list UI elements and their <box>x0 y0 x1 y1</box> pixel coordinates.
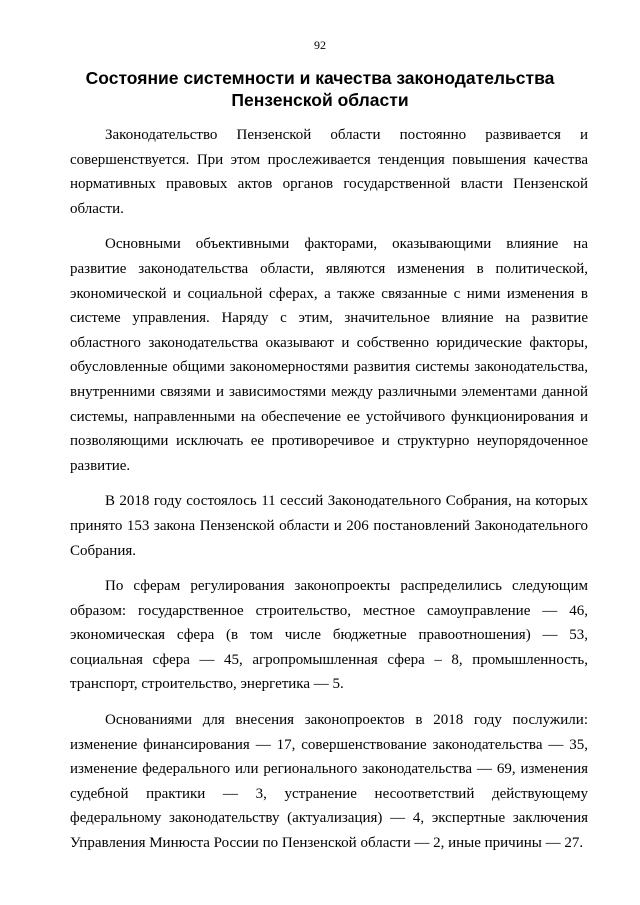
section-title <box>60 67 580 111</box>
document-body <box>70 123 588 867</box>
page-number: 92 <box>314 38 326 52</box>
paragraph-sessions-2018: В 2018 году состоялось 11 сессий Законодательного Собрания, на которых принято 153 закона Пензенской области и 206 постановлений Законодательного Собрания. <box>70 493 588 559</box>
paragraph-grounds-for-bills: Основаниями для внесения законопроектов в 2018 году послужили: изменение финансирования — 17, совершенствование законодательства — 35, изменение федерального или регионального законодательства — 69, изменения судебной практики — 3, устранение несоответствий действующему федеральному законодательству (актуализация) — 4, экспертные заключения Управления Минюста России по Пензенской области — 2, иные причины — 27. <box>70 712 588 852</box>
paragraph-objective-factors: Основными объективными факторами, оказывающими влияние на развитие законодательства области, являются изменения в политической, экономической и социальной сферах, а также связанные с ними изменения в системе управления. Наряду с этим, значительное влияние на развитие областного законодательства оказывают и собственно юридические факторы, обусловленные общими закономерностями развития системы законодательства, внутренними связями и зависимостями между различными элементами данной системы, направленными на обеспечение ее устойчивого функционирования и позволяющими исключать ее противоречивое и структурно неупорядоченное развитие. <box>70 236 588 474</box>
section-title-line-2: Пензенской области <box>231 90 409 110</box>
paragraph-legislation-development: Законодательство Пензенской области постоянно развивается и совершенствуется. При этом прослеживается тенденция повышения качества нормативных правовых актов органов государственной власти Пензенской области. <box>70 127 588 217</box>
paragraph-regulation-spheres: По сферам регулирования законопроекты распределились следующим образом: государственное строительство, местное самоуправление — 46, экономическая сфера (в том числе бюджетные правоотношения) — 53, социальная сфера — 45, агропромышленная сфера – 8, промышленность, транспорт, строительство, энергетика — 5. <box>70 578 588 693</box>
section-title-line-1: Состояние системности и качества законодательства <box>85 68 555 88</box>
